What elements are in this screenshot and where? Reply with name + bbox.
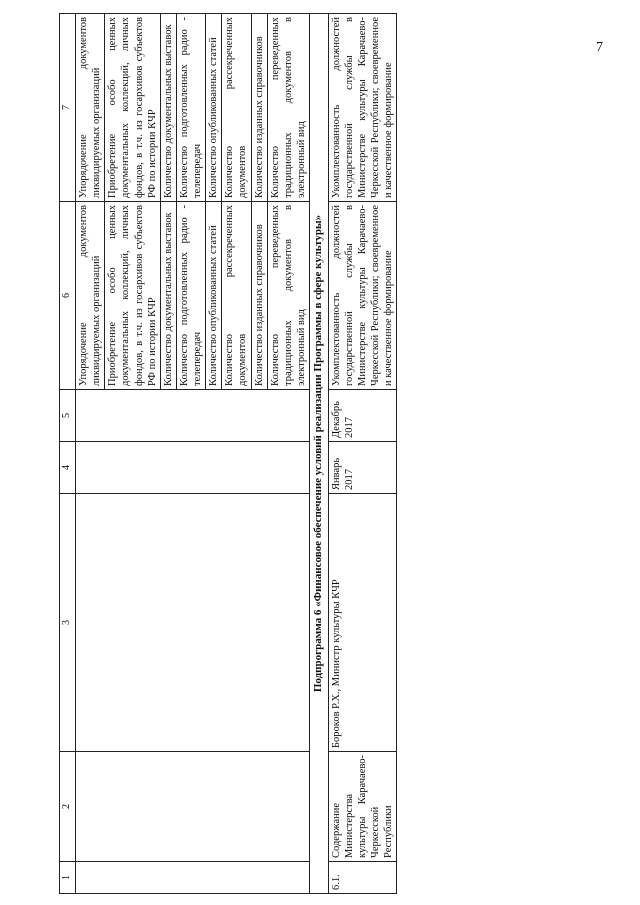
indicator-cell: Количество подготовленных радио - телепередач — [176, 14, 205, 202]
indicator-cell: Количество опубликованных статей — [206, 202, 222, 390]
column-number-row — [60, 14, 76, 894]
col-header-2: 2 — [60, 752, 76, 862]
indicator-cell: Количество изданных справочников — [251, 14, 267, 202]
rotated-table-page — [59, 14, 549, 894]
indicator-cell: Количество опубликованных статей — [206, 14, 222, 202]
row-number: 6.1. — [328, 862, 397, 894]
expected-result: Укомплектованность должностей государственной службы в Министерстве культуры Карачаево-Черкесской Республики; своевременное и качественное формирование — [328, 202, 397, 390]
indicator-cell: Количество документальных выставок — [160, 202, 176, 390]
end-date: Декабрь 2017 — [328, 390, 397, 442]
col-header-6: 6 — [60, 202, 76, 390]
indicator-cell: Количество переведенных традиционных документов в электронный вид — [267, 202, 309, 390]
indicator-cell: Количество переведенных традиционных документов в электронный вид — [267, 14, 309, 202]
col-header-1: 1 — [60, 862, 76, 894]
indicator-cell: Приобретение особо ценных документальных коллекций, личных фондов, в т.ч. из госархивов субъектов РФ по истории КЧР — [105, 14, 161, 202]
page-number: 7 — [596, 40, 603, 55]
table-row — [76, 14, 105, 894]
indicator-cell: Количество изданных справочников — [251, 202, 267, 390]
activity-name: Содержание Министерства культуры Карачаево-Черкесской Республики — [328, 752, 397, 862]
col-header-3: 3 — [60, 494, 76, 752]
indicator-cell: Приобретение особо ценных документальных коллекций, личных фондов, в т.ч. из госархивов субъектов РФ по истории КЧР — [105, 202, 161, 390]
table-row — [328, 14, 397, 894]
start-date: Январь 2017 — [328, 442, 397, 494]
col-header-4: 4 — [60, 442, 76, 494]
indicator-cell: Количество рассекреченных документов — [222, 14, 251, 202]
col-header-5: 5 — [60, 390, 76, 442]
indicator-cell: Количество подготовленных радио - телепередач — [176, 202, 205, 390]
col-header-7: 7 — [60, 14, 76, 202]
subprogram-heading-row — [310, 14, 329, 894]
responsible-person: Бороков Р.Х., Министр культуры КЧР — [328, 494, 397, 752]
program-table — [59, 13, 397, 894]
indicator-cell: Упорядочение документов ликвидируемых организаций — [76, 14, 105, 202]
indicator-cell: Упорядочение документов ликвидируемых организаций — [76, 202, 105, 390]
subprogram-title: Подпрограмма 6 «Финансовое обеспечение условий реализации Программы в сфере культуры» — [310, 14, 329, 894]
indicator-cell: Количество документальных выставок — [160, 14, 176, 202]
achieved-result: Укомплектованность должностей государственной службы в Министерстве культуры Карачаево-Черкесской Республики; своевременное и качественное формирование — [328, 14, 397, 202]
indicator-cell: Количество рассекреченных документов — [222, 202, 251, 390]
